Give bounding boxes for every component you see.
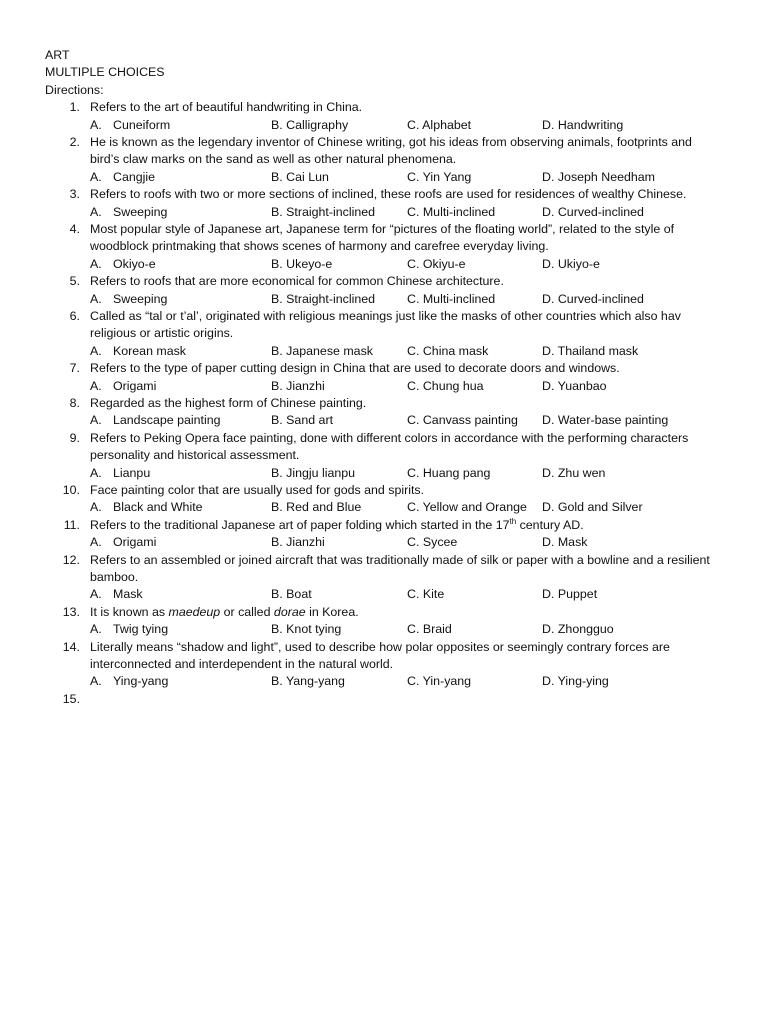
choice-letter: C. xyxy=(407,413,420,428)
choices-row xyxy=(45,204,723,221)
choice-text: Black and White xyxy=(113,500,203,515)
choices-row xyxy=(45,673,723,690)
choice-text: China mask xyxy=(422,343,489,358)
answer-choice xyxy=(271,412,333,429)
question-number: 2. xyxy=(69,134,80,149)
question-text: Regarded as the highest form of Chinese painting. xyxy=(90,395,367,410)
choice-letter: A. xyxy=(90,622,102,637)
answer-choice xyxy=(90,169,155,186)
answer-choice xyxy=(542,256,600,273)
choice-text: Sand art xyxy=(286,413,334,428)
choice-letter: C. xyxy=(407,465,420,480)
answer-choice xyxy=(271,499,361,516)
choice-letter: A. xyxy=(90,500,102,515)
question-number: 14. xyxy=(62,639,80,654)
question-text: Refers to roofs that are more economical for common Chinese architecture. xyxy=(90,274,504,289)
question-text: Refers to roofs with two or more sections of inclined, these roofs are used for residences of wealthy Chinese. xyxy=(90,187,687,202)
choice-text: Korean mask xyxy=(113,343,187,358)
answer-choice xyxy=(407,534,457,551)
question-number: 4. xyxy=(69,221,80,236)
choice-letter: D. xyxy=(542,204,555,219)
question-item xyxy=(45,430,723,482)
choice-letter: A. xyxy=(90,378,102,393)
answer-choice xyxy=(90,673,168,690)
directions-label: Directions: xyxy=(45,82,104,97)
choice-letter: D. xyxy=(542,378,555,393)
choice-letter: B. xyxy=(271,117,283,132)
choice-letter: D. xyxy=(542,500,555,515)
choice-letter: B. xyxy=(271,465,283,480)
ordinal-superscript: th xyxy=(509,516,517,526)
choice-text: Puppet xyxy=(557,587,598,602)
choice-letter: C. xyxy=(407,622,420,637)
italic-term: dorae xyxy=(273,604,306,619)
choice-letter: D. xyxy=(542,413,555,428)
choice-letter: B. xyxy=(271,535,283,550)
choice-letter: B. xyxy=(271,378,283,393)
answer-choice xyxy=(90,586,143,603)
answer-choice xyxy=(407,204,495,221)
choice-letter: B. xyxy=(271,169,283,184)
choice-letter: D. xyxy=(542,674,555,689)
question-item xyxy=(45,221,723,273)
choice-text: Sweeping xyxy=(113,291,168,306)
question-number: 9. xyxy=(69,430,80,445)
choice-text: Curved-inclined xyxy=(557,204,644,219)
choice-letter: B. xyxy=(271,256,283,271)
choice-text: Jianzhi xyxy=(286,535,325,550)
choice-text: Boat xyxy=(286,587,312,602)
choice-letter: A. xyxy=(90,169,102,184)
question-number: 5. xyxy=(69,274,80,289)
choice-text: Yin-yang xyxy=(422,674,472,689)
question-text: Refers to Peking Opera face painting, done with different colors in accordance with the performing characters personality and historical assessment. xyxy=(90,430,689,463)
choice-text: Straight-inclined xyxy=(286,204,376,219)
choice-text: Sycee xyxy=(422,535,458,550)
question-number: 11. xyxy=(63,517,80,532)
answer-choice xyxy=(271,378,325,395)
choice-text: Knot tying xyxy=(286,622,342,637)
choice-letter: D. xyxy=(542,465,555,480)
choice-text: Kite xyxy=(422,587,445,602)
choice-letter: A. xyxy=(90,291,102,306)
choice-text: Landscape painting xyxy=(113,413,221,428)
answer-choice xyxy=(90,534,156,551)
choice-text: Red and Blue xyxy=(286,500,362,515)
choice-text: Mask xyxy=(113,587,143,602)
question-number: 3. xyxy=(69,187,80,202)
question-text-part: century AD. xyxy=(516,517,584,532)
choice-text: Mask xyxy=(557,535,588,550)
question-text xyxy=(90,604,715,621)
choices-row xyxy=(45,412,723,429)
question-item xyxy=(45,308,723,360)
question-number: 6. xyxy=(69,308,80,323)
choice-text: Cangjie xyxy=(113,169,156,184)
choice-letter: A. xyxy=(90,117,102,132)
answer-choice xyxy=(542,117,623,134)
answer-choice xyxy=(271,169,329,186)
answer-choice xyxy=(542,621,614,638)
choice-text: Zhu wen xyxy=(557,465,606,480)
choice-text: Calligraphy xyxy=(286,117,349,132)
answer-choice xyxy=(407,117,471,134)
choices-row xyxy=(45,343,723,360)
choice-letter: C. xyxy=(407,169,420,184)
choice-letter: D. xyxy=(542,587,555,602)
answer-choice xyxy=(407,621,452,638)
choice-letter: D. xyxy=(542,622,555,637)
question-item xyxy=(45,99,723,134)
choice-text: Okiyo-e xyxy=(113,256,156,271)
answer-choice xyxy=(407,586,444,603)
choice-text: Huang pang xyxy=(422,465,491,480)
choice-text: Thailand mask xyxy=(557,343,639,358)
choice-text: Sweeping xyxy=(113,204,168,219)
choices-row xyxy=(45,499,723,516)
answer-choice xyxy=(271,586,312,603)
choice-text: Twig tying xyxy=(113,622,169,637)
answer-choice xyxy=(90,343,186,360)
question-number: 12. xyxy=(62,552,80,567)
choice-letter: B. xyxy=(271,343,283,358)
choice-letter: A. xyxy=(90,674,102,689)
question-item xyxy=(45,639,723,691)
answer-choice xyxy=(542,169,655,186)
choice-letter: C. xyxy=(407,500,420,515)
choice-letter: C. xyxy=(407,674,420,689)
choices-row xyxy=(45,621,723,638)
choice-letter: B. xyxy=(271,674,283,689)
answer-choice xyxy=(407,673,471,690)
choice-text: Multi-inclined xyxy=(422,291,496,306)
answer-choice xyxy=(407,412,518,429)
question-list xyxy=(45,99,723,708)
choice-letter: A. xyxy=(90,204,102,219)
question-item xyxy=(45,273,723,308)
answer-choice xyxy=(407,291,495,308)
choice-text: Yin Yang xyxy=(422,169,472,184)
question-text: Called as “tal or t’al’, originated with religious meanings just like the masks of other countries which also hav religious or artistic origins. xyxy=(90,308,681,341)
choice-text: Japanese mask xyxy=(286,343,373,358)
answer-choice xyxy=(542,673,609,690)
choice-text: Okiyu-e xyxy=(422,256,466,271)
question-number: 13. xyxy=(62,604,80,619)
choice-letter: A. xyxy=(90,465,102,480)
choice-text: Braid xyxy=(422,622,452,637)
choice-letter: D. xyxy=(542,256,555,271)
answer-choice xyxy=(90,412,220,429)
choice-text: Yang-yang xyxy=(285,674,345,689)
choice-text: Lianpu xyxy=(113,465,151,480)
answer-choice xyxy=(90,378,156,395)
answer-choice xyxy=(407,378,484,395)
choice-text: Gold and Silver xyxy=(557,500,643,515)
question-text: Refers to an assembled or joined aircraft that was traditionally made of silk or paper with a bowline and a resilient bamboo. xyxy=(90,552,710,584)
answer-choice xyxy=(90,291,167,308)
answer-choice xyxy=(271,673,345,690)
choice-letter: B. xyxy=(271,413,283,428)
question-text-part: It is known as xyxy=(90,604,169,619)
answer-choice xyxy=(271,256,332,273)
choice-letter: A. xyxy=(90,343,102,358)
choices-row xyxy=(45,586,723,603)
question-item xyxy=(45,517,723,552)
answer-choice xyxy=(271,343,373,360)
choice-text: Curved-inclined xyxy=(557,291,644,306)
question-number: 10. xyxy=(62,482,80,497)
question-item xyxy=(45,552,723,604)
choice-text: Ukeyo-e xyxy=(286,256,333,271)
answer-choice xyxy=(90,204,167,221)
subject-heading: ART xyxy=(45,48,70,62)
question-text xyxy=(90,691,715,708)
choice-letter: D. xyxy=(542,343,555,358)
answer-choice xyxy=(271,291,375,308)
choices-row xyxy=(45,291,723,308)
choice-text: Canvass painting xyxy=(422,413,518,428)
answer-choice xyxy=(271,204,375,221)
answer-choice xyxy=(407,465,490,482)
answer-choice xyxy=(271,621,341,638)
choices-row xyxy=(45,534,723,551)
choice-text: Cai Lun xyxy=(286,169,329,184)
question-text-part: or called xyxy=(220,604,274,619)
choice-text: Jianzhi xyxy=(286,378,325,393)
choices-row xyxy=(45,117,723,134)
choice-letter: B. xyxy=(271,204,283,219)
choice-letter: D. xyxy=(542,169,555,184)
choice-letter: A. xyxy=(90,256,102,271)
choice-letter: A. xyxy=(90,535,102,550)
answer-choice xyxy=(271,534,325,551)
question-number: 15. xyxy=(62,691,80,706)
choice-text: Jingju lianpu xyxy=(286,465,356,480)
choice-text: Yellow and Orange xyxy=(422,500,527,515)
question-text xyxy=(90,517,715,534)
question-text-part: in Korea. xyxy=(305,604,359,619)
choice-letter: D. xyxy=(542,117,555,132)
answer-choice xyxy=(90,621,168,638)
answer-choice xyxy=(90,465,150,482)
choice-text: Zhongguo xyxy=(557,622,614,637)
question-text: Face painting color that are usually used for gods and spirits. xyxy=(90,482,425,497)
choice-letter: C. xyxy=(407,535,420,550)
choice-text: Origami xyxy=(113,378,157,393)
question-text: Refers to the art of beautiful handwriting in China. xyxy=(90,100,363,115)
question-item xyxy=(45,360,723,395)
question-item xyxy=(45,395,723,430)
question-text: Literally means “shadow and light”, used to describe how polar opposites or seemingly contrary forces are interconnected and interdependent in the natural world. xyxy=(90,639,670,671)
choice-text: Ukiyo-e xyxy=(557,256,600,271)
choice-letter: A. xyxy=(90,587,102,602)
answer-choice xyxy=(407,169,471,186)
choice-letter: D. xyxy=(542,291,555,306)
answer-choice xyxy=(542,343,638,360)
choice-letter: C. xyxy=(407,378,420,393)
choice-letter: C. xyxy=(407,587,420,602)
choice-text: Straight-inclined xyxy=(286,291,376,306)
choice-text: Yuanbao xyxy=(557,378,607,393)
answer-choice xyxy=(542,534,587,551)
question-item xyxy=(45,134,723,186)
choice-letter: B. xyxy=(271,587,283,602)
choice-text: Alphabet xyxy=(422,117,472,132)
choice-letter: C. xyxy=(407,343,420,358)
choice-text: Chung hua xyxy=(422,378,484,393)
answer-choice xyxy=(407,343,488,360)
question-item xyxy=(45,604,723,639)
choice-text: Ying-yang xyxy=(113,674,169,689)
answer-choice xyxy=(542,465,605,482)
italic-term: maedeup xyxy=(168,604,221,619)
answer-choice xyxy=(407,256,466,273)
choice-text: Water-base painting xyxy=(557,413,669,428)
choice-letter: D. xyxy=(542,535,555,550)
answer-choice xyxy=(90,499,203,516)
choice-text: Multi-inclined xyxy=(422,204,496,219)
answer-choice xyxy=(90,117,170,134)
choice-letter: C. xyxy=(407,204,420,219)
question-text-part: Refers to the traditional Japanese art of paper folding which started in the 17 xyxy=(90,517,510,532)
choices-row xyxy=(45,169,723,186)
choice-letter: B. xyxy=(271,622,283,637)
answer-choice xyxy=(542,204,644,221)
question-item xyxy=(45,482,723,517)
question-item xyxy=(45,691,723,708)
choice-text: Origami xyxy=(113,535,157,550)
choice-letter: C. xyxy=(407,291,420,306)
choice-text: Handwriting xyxy=(557,117,624,132)
answer-choice xyxy=(542,412,668,429)
choice-letter: B. xyxy=(271,500,283,515)
answer-choice xyxy=(271,117,348,134)
question-item xyxy=(45,186,723,221)
choice-letter: A. xyxy=(90,413,102,428)
answer-choice xyxy=(542,499,643,516)
choice-text: Joseph Needham xyxy=(557,169,655,184)
choice-letter: B. xyxy=(271,291,283,306)
answer-choice xyxy=(542,586,597,603)
question-number: 8. xyxy=(69,395,80,410)
answer-choice xyxy=(542,378,607,395)
choices-row xyxy=(45,465,723,482)
answer-choice xyxy=(407,499,527,516)
choices-row xyxy=(45,378,723,395)
answer-choice xyxy=(542,291,644,308)
choice-text: Cuneiform xyxy=(113,117,171,132)
question-text: He is known as the legendary inventor of Chinese writing, got his ideas from observing animals, footprints and bird’s claw marks on the sand as well as other natural phenomena. xyxy=(90,134,692,167)
answer-choice xyxy=(90,256,156,273)
question-text: Refers to the type of paper cutting design in China that are used to decorate doors and windows. xyxy=(90,361,620,376)
question-number: 7. xyxy=(69,361,80,376)
choice-letter: C. xyxy=(407,256,420,271)
question-text: Most popular style of Japanese art, Japanese term for “pictures of the floating world”, related to the style of woodblock printmaking that shows scenes of harmony and carefree everyday living. xyxy=(90,221,675,254)
choice-text: Ying-ying xyxy=(557,674,609,689)
question-number: 1. xyxy=(69,100,80,115)
test-type-heading: MULTIPLE CHOICES xyxy=(45,65,165,80)
choice-letter: C. xyxy=(407,117,420,132)
choices-row xyxy=(45,256,723,273)
answer-choice xyxy=(271,465,355,482)
